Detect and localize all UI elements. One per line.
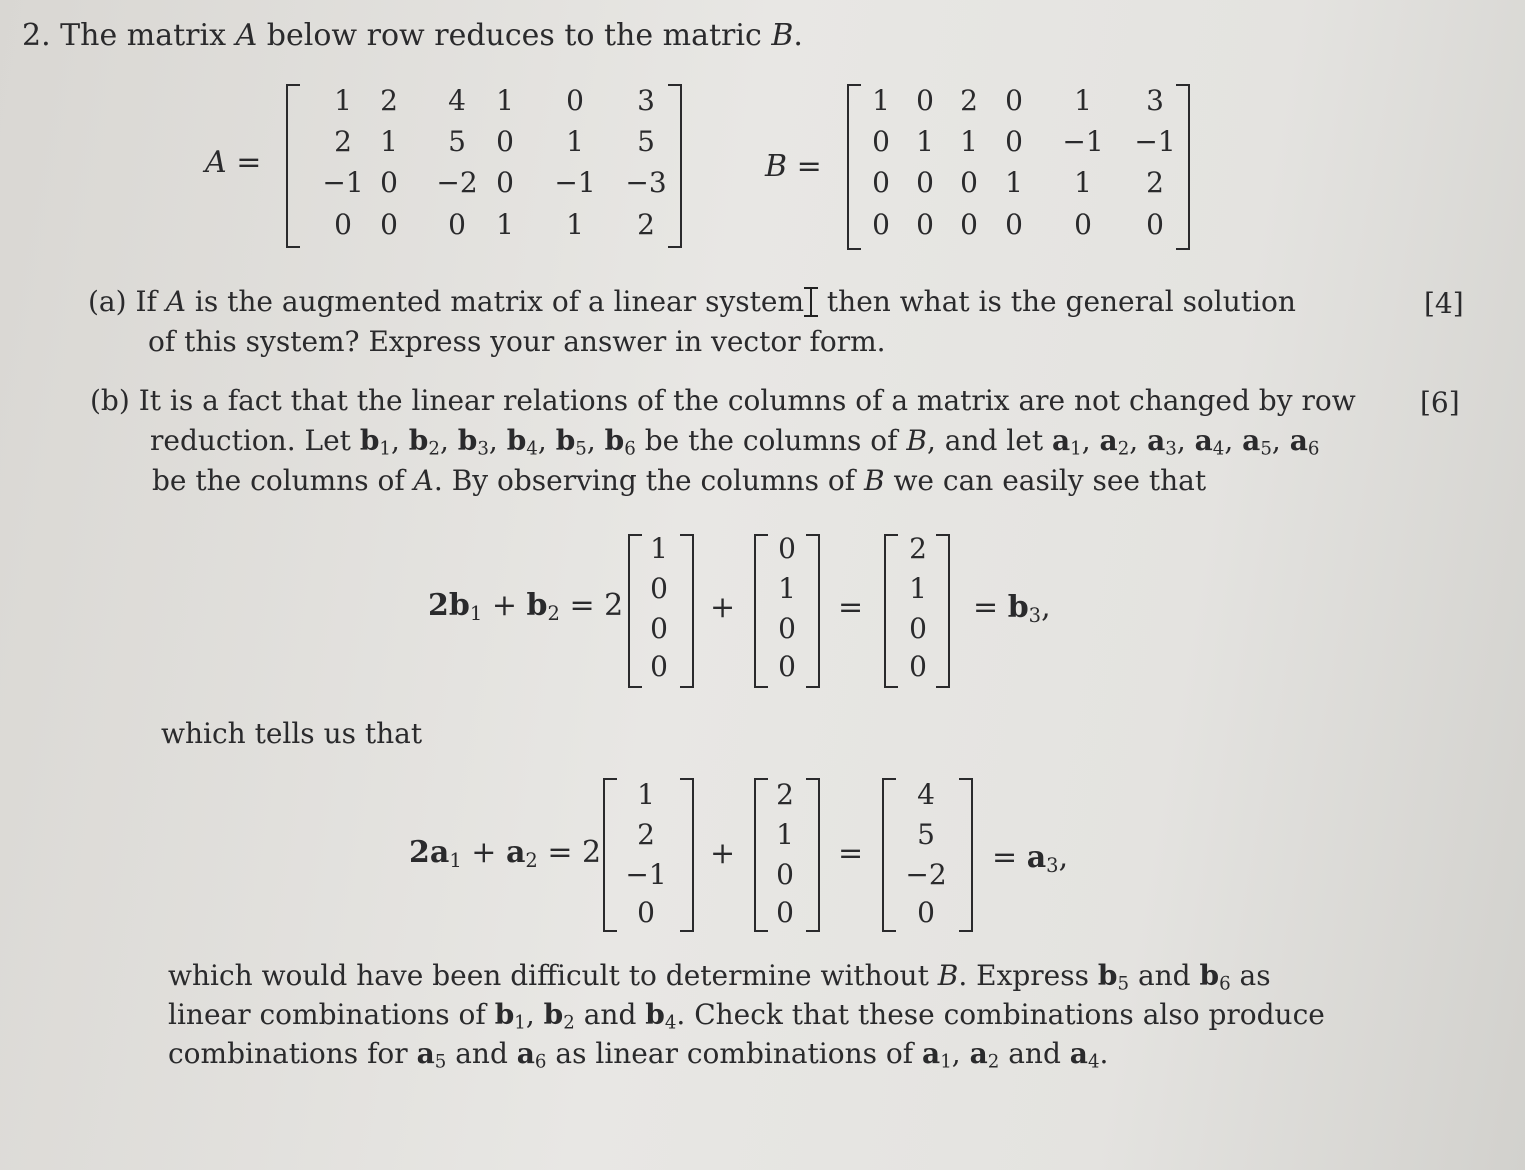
matrix-b-cell: 1 bbox=[1074, 84, 1092, 117]
eq1-vector-3-cell: 1 bbox=[909, 572, 927, 605]
matrix-b-cell: 0 bbox=[1074, 208, 1092, 241]
matrix-b-cell: 1 bbox=[1074, 166, 1092, 199]
matrix-a-cell: −1 bbox=[322, 166, 364, 199]
eq1-vector-2-cell: 0 bbox=[778, 532, 796, 565]
matrix-a-cell: 1 bbox=[566, 208, 584, 241]
matrix-a-cell: 2 bbox=[380, 84, 398, 117]
matrix-a-cell: 1 bbox=[334, 84, 352, 117]
eq1-vector-3-cell: 0 bbox=[909, 650, 927, 683]
eq1-vector-1-cell: 0 bbox=[650, 650, 668, 683]
matrix-b-cell: −1 bbox=[1062, 125, 1104, 158]
eq1-plus: + bbox=[710, 590, 736, 625]
eq2-v1-left-bracket bbox=[603, 778, 617, 932]
matrix-b-cell: 2 bbox=[960, 84, 978, 117]
part-b-line-3: be the columns of A. By observing the columns of B we can easily see that bbox=[152, 464, 1207, 497]
eq2-vector-3-cell: 0 bbox=[917, 896, 935, 929]
eq1-vector-1-cell: 0 bbox=[650, 612, 668, 645]
matrix-b-cell: 0 bbox=[1005, 208, 1023, 241]
matrix-a-cell: 5 bbox=[448, 125, 466, 158]
matrix-b-cell: 0 bbox=[1005, 84, 1023, 117]
matrix-b-cell: 0 bbox=[916, 84, 934, 117]
eq1-vector-1-cell: 1 bbox=[650, 532, 668, 565]
eq2-vector-1-cell: −1 bbox=[625, 858, 667, 891]
final-line-1: which would have been difficult to determine without B. Express $b_5$ and $b_6$ as bbox=[168, 959, 1271, 995]
eq2-vector-2-cell: 0 bbox=[776, 896, 794, 929]
matrix-a-cell: 0 bbox=[566, 84, 584, 117]
matrix-a-cell: 2 bbox=[334, 125, 352, 158]
eq2-vector-1-cell: 0 bbox=[637, 896, 655, 929]
matrix-b-cell: 0 bbox=[960, 208, 978, 241]
matrix-b-cell: 0 bbox=[1005, 125, 1023, 158]
matrix-a-cell: −3 bbox=[625, 166, 667, 199]
eq1-vector-3-cell: 0 bbox=[909, 612, 927, 645]
matrix-a-left-bracket bbox=[286, 84, 300, 248]
final-line-2: linear combinations of $b_1$, $b_2$ and $b_4$. Check that these combinations also produce bbox=[168, 998, 1325, 1034]
matrix-b-cell: 1 bbox=[960, 125, 978, 158]
eq2-vector-1-cell: 2 bbox=[637, 818, 655, 851]
matrix-b-cell: 1 bbox=[1005, 166, 1023, 199]
part-b-label: (b) bbox=[90, 384, 130, 417]
matrix-b-cell: 0 bbox=[872, 166, 890, 199]
matrix-b-cell: 1 bbox=[916, 125, 934, 158]
eq2-vector-3-cell: −2 bbox=[905, 858, 947, 891]
eq2-plus: + bbox=[710, 836, 736, 871]
eq2-vector-2-cell: 2 bbox=[776, 778, 794, 811]
matrix-a-cell: 4 bbox=[448, 84, 466, 117]
matrix-b-cell: 0 bbox=[1146, 208, 1164, 241]
eq1-rhs: = $b_3$, bbox=[973, 590, 1051, 627]
eq1-equals: = bbox=[838, 590, 864, 625]
part-a-marks: [4] bbox=[1424, 287, 1464, 320]
final-line-3: combinations for $a_5$ and $a_6$ as linear combinations of $a_1$, $a_2$ and $a_4$. bbox=[168, 1037, 1109, 1073]
eq2-vector-3-cell: 5 bbox=[917, 818, 935, 851]
eq2-v1-right-bracket bbox=[680, 778, 694, 932]
matrix-a-cell: 0 bbox=[380, 208, 398, 241]
matrix-b-cell: 0 bbox=[916, 208, 934, 241]
matrix-a-cell: −1 bbox=[554, 166, 596, 199]
eq2-v3-left-bracket bbox=[882, 778, 896, 932]
matrix-a-cell: 0 bbox=[448, 208, 466, 241]
matrix-b-cell: 0 bbox=[916, 166, 934, 199]
matrix-a-cell: 0 bbox=[496, 166, 514, 199]
matrix-b-cell: 0 bbox=[960, 166, 978, 199]
matrix-a-cell: 0 bbox=[380, 166, 398, 199]
matrix-a-cell: −2 bbox=[436, 166, 478, 199]
matrix-a-cell: 0 bbox=[334, 208, 352, 241]
text-cursor-icon bbox=[804, 287, 818, 317]
matrix-b-cell: −1 bbox=[1134, 125, 1176, 158]
matrix-a-cell: 1 bbox=[496, 84, 514, 117]
matrix-a-cell: 1 bbox=[566, 125, 584, 158]
matrix-a-cell: 1 bbox=[496, 208, 514, 241]
eq2-vector-2-cell: 0 bbox=[776, 858, 794, 891]
matrix-b-cell: 2 bbox=[1146, 166, 1164, 199]
matrix-a-cell: 0 bbox=[496, 125, 514, 158]
eq2-vector-2-cell: 1 bbox=[776, 818, 794, 851]
matrix-b-cell: 0 bbox=[872, 208, 890, 241]
eq1-vector-2-cell: 0 bbox=[778, 612, 796, 645]
eq2-v3-right-bracket bbox=[959, 778, 973, 932]
question-number: 2. bbox=[22, 18, 51, 53]
part-a-label: (a) bbox=[88, 285, 127, 318]
matrix-a-label: A = bbox=[205, 145, 262, 180]
eq2-vector-3-cell: 4 bbox=[917, 778, 935, 811]
part-b-marks: [6] bbox=[1420, 386, 1460, 419]
part-b-line-1: (b) It is a fact that the linear relations of the columns of a matrix are not changed by row bbox=[90, 384, 1356, 417]
question-intro: 2. The matrix A below row reduces to the matric B. bbox=[22, 18, 803, 53]
which-tells-us-text: which tells us that bbox=[161, 717, 423, 750]
eq1-vector-3-cell: 2 bbox=[909, 532, 927, 565]
matrix-b-cell: 0 bbox=[872, 125, 890, 158]
matrix-a-cell: 1 bbox=[380, 125, 398, 158]
matrix-a-cell: 5 bbox=[637, 125, 655, 158]
eq2-lhs: $2a_1 + a_2 = 2$ bbox=[409, 835, 602, 872]
eq1-lhs: $2b_1 + b_2 = 2$ bbox=[428, 588, 624, 625]
matrix-a-cell: 2 bbox=[637, 208, 655, 241]
eq2-rhs: = $a_3$, bbox=[992, 840, 1069, 877]
matrix-b-cell: 3 bbox=[1146, 84, 1164, 117]
part-a-line-1: (a) If A is the augmented matrix of a linear system then what is the general solution bbox=[88, 285, 1296, 318]
part-a-line-2: of this system? Express your answer in vector form. bbox=[148, 325, 886, 358]
eq2-vector-1-cell: 1 bbox=[637, 778, 655, 811]
eq1-vector-1-cell: 0 bbox=[650, 572, 668, 605]
part-b-line-2: reduction. Let $b_1$, $b_2$, $b_3$, $b_4$, $b_5$, $b_6$ be the columns of B, and let $a_1$, $a_2$, $a_3$, $a_4$, $a_5$, $a_6$ bbox=[150, 424, 1320, 460]
matrix-a-cell: 3 bbox=[637, 84, 655, 117]
eq1-vector-2-cell: 1 bbox=[778, 572, 796, 605]
matrix-b-cell: 1 bbox=[872, 84, 890, 117]
eq2-equals: = bbox=[838, 836, 864, 871]
eq1-vector-2-cell: 0 bbox=[778, 650, 796, 683]
matrix-b-label: B = bbox=[765, 149, 822, 184]
